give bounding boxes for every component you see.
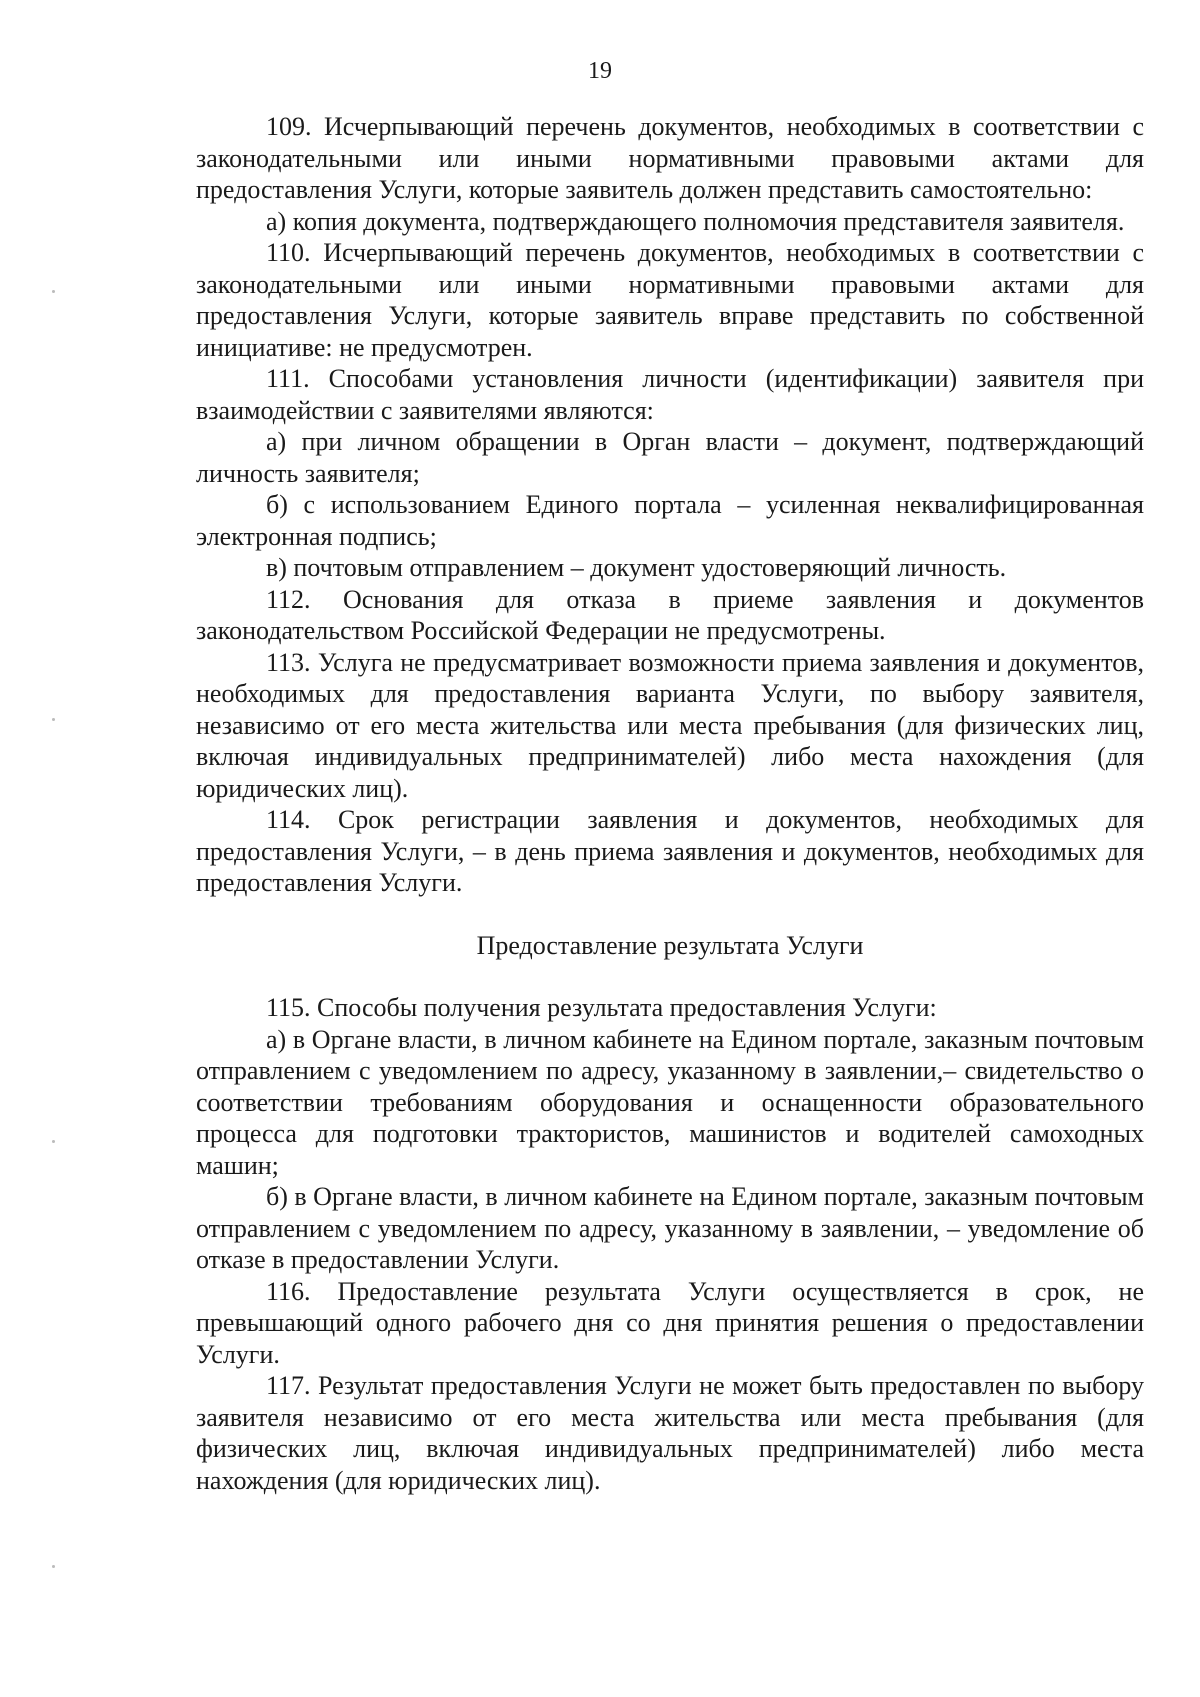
paragraph-111-a: а) при личном обращении в Орган власти – документ, подтверждающий личность заявителя; [196,427,1144,488]
paragraph-109: 109. Исчерпывающий перечень документов, необходимых в соответствии с законодательными или иными нормативными правовыми актами для предоставления Услуги, которые заявитель должен представить самостоятельно: [196,112,1144,204]
paragraph-111-v: в) почтовым отправлением – документ удостоверяющий личность. [266,553,1007,582]
document-body [196,111,1144,1496]
paragraph-109-a: а) копия документа, подтверждающего полномочия представителя заявителя. [266,206,1125,236]
scan-artifact [52,1565,55,1568]
scan-artifact [52,718,55,721]
paragraph-112: 112. Основания для отказа в приеме заявления и документов законодательством Российской Федерации не предусмотрены. [196,584,1144,645]
page-number: 19 [588,58,612,84]
paragraph-115-a: а) в Органе власти, в личном кабинете на Едином портале, заказным почтовым отправлением с уведомлением по адресу, указанному в заявлении,– свидетельство о соответствии требованиям оборудования и оснащенности образовательного процесса для подготовки трактористов, машинистов и водителей самоходных машин; [196,1024,1144,1180]
paragraph-115: 115. Способы получения результата предоставления Услуги: [266,993,937,1022]
paragraph-111-b: б) с использованием Единого портала – усиленная неквалифицированная электронная подпись; [196,490,1144,551]
paragraph-111: 111. Способами установления личности (идентификации) заявителя при взаимодействии с заявителями являются: [196,364,1144,425]
scan-artifact [52,290,55,293]
paragraph-110: 110. Исчерпывающий перечень документов, необходимых в соответствии с законодательными или иными нормативными правовыми актами для предоставления Услуги, которые заявитель вправе представить по собственной инициативе: не предусмотрен. [196,238,1144,362]
scan-artifact [52,1140,55,1143]
paragraph-114: 114. Срок регистрации заявления и документов, необходимых для предоставления Услуги, – в день приема заявления и документов, необходимых для предоставления Услуги. [196,805,1144,897]
paragraph-116: 116. Предоставление результата Услуги осуществляется в срок, не превышающий одного рабочего дня со дня принятия решения о предоставлении Услуги. [196,1276,1144,1369]
paragraph-117: 117. Результат предоставления Услуги не может быть предоставлен по выбору заявителя независимо от его места жительства или места пребывания (для физических лиц, включая индивидуальных предпринимателей) либо места нахождения (для юридических лиц). [196,1371,1144,1495]
paragraph-113: 113. Услуга не предусматривает возможности приема заявления и документов, необходимых для предоставления варианта Услуги, по выбору заявителя, независимо от его места жительства или места пребывания (для физических лиц, включая индивидуальных предпринимателей) либо места нахождения (для юридических лиц). [196,647,1144,803]
paragraph-115-b: б) в Органе власти, в личном кабинете на Едином портале, заказным почтовым отправлением с уведомлением по адресу, указанному в заявлении, – уведомление об отказе в предоставлении Услуги. [196,1182,1144,1274]
section-heading: Предоставление результата Услуги [476,930,864,960]
